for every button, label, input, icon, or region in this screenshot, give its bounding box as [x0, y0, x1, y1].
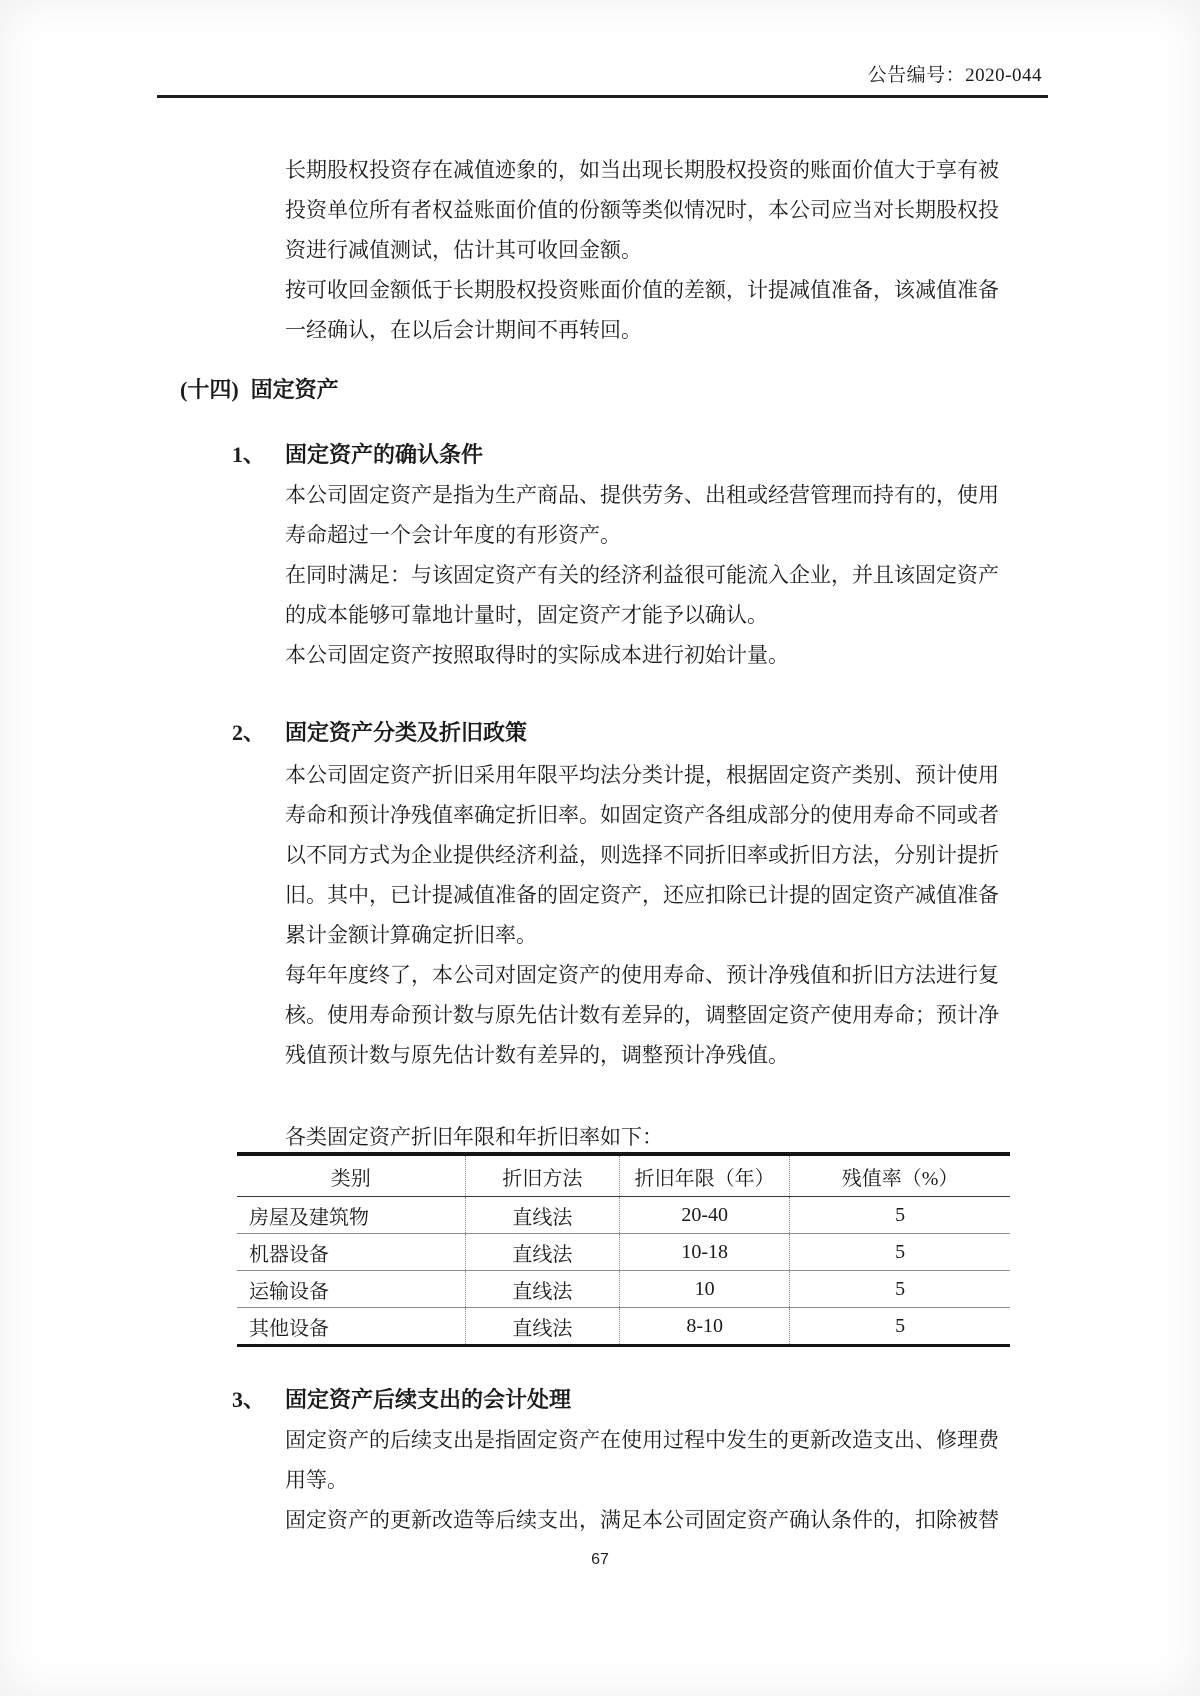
doc-number: 公告编号：2020-044 [867, 65, 1042, 86]
paragraph-line: 旧。其中，已计提减值准备的固定资产，还应扣除已计提的固定资产减值准备 [285, 883, 999, 907]
cell-residual-rate: 5 [790, 1197, 1010, 1234]
table-row [237, 1271, 1010, 1308]
paragraph-line: 本公司固定资产是指为生产商品、提供劳务、出租或经营管理而持有的，使用 [285, 483, 999, 507]
cell-useful-life: 10-18 [620, 1234, 790, 1271]
table-row [237, 1308, 1010, 1346]
subsection-1-heading [232, 435, 483, 475]
paragraph-line: 在同时满足：与该固定资产有关的经济利益很可能流入企业，并且该固定资产 [285, 563, 999, 587]
subsection-3-number: 3、 [232, 1387, 266, 1412]
paragraph-line: 投资单位所有者权益账面价值的份额等类似情况时，本公司应当对长期股权投 [285, 198, 999, 222]
paragraph-line: 资进行减值测试，估计其可收回金额。 [285, 238, 642, 262]
table-header-method: 折旧方法 [465, 1154, 620, 1197]
cell-useful-life: 20-40 [620, 1197, 790, 1234]
paragraph-line: 按可收回金额低于长期股权投资账面价值的差额，计提减值准备，该减值准备 [285, 278, 999, 302]
table-intro: 各类固定资产折旧年限和年折旧率如下： [285, 1125, 663, 1149]
depreciation-table [237, 1152, 1010, 1347]
cell-useful-life: 10 [620, 1271, 790, 1308]
cell-residual-rate: 5 [790, 1271, 1010, 1308]
paragraph-line: 寿命超过一个会计年度的有形资产。 [285, 523, 621, 547]
cell-useful-life: 8-10 [620, 1308, 790, 1346]
paragraph-line: 本公司固定资产折旧采用年限平均法分类计提，根据固定资产类别、预计使用 [285, 763, 999, 787]
paragraph-line: 累计金额计算确定折旧率。 [285, 923, 537, 947]
paragraph-line: 本公司固定资产按照取得时的实际成本进行初始计量。 [285, 643, 789, 667]
intro-paragraphs [285, 150, 997, 350]
cell-category: 房屋及建筑物 [237, 1197, 465, 1234]
cell-residual-rate: 5 [790, 1308, 1010, 1346]
paragraph-line: 的成本能够可靠地计量时，固定资产才能予以确认。 [285, 603, 768, 627]
cell-category: 其他设备 [249, 1317, 329, 1340]
table-row [237, 1197, 1010, 1234]
page-number: 67 [591, 1551, 609, 1568]
paragraph-line: 残值预计数与原先估计数有差异的，调整预计净残值。 [285, 1043, 789, 1067]
cell-category: 机器设备 [237, 1234, 465, 1271]
subsection-3-title: 固定资产后续支出的会计处理 [285, 1387, 572, 1412]
subsection-3-body [285, 1420, 997, 1540]
table-header-category: 类别 [237, 1154, 465, 1197]
table-header-residual-rate: 残值率（%） [790, 1154, 1010, 1197]
subsection-1-title: 固定资产的确认条件 [285, 442, 484, 467]
paragraph-line: 长期股权投资存在减值迹象的，如当出现长期股权投资的账面价值大于享有被 [285, 158, 999, 182]
subsection-2-title: 固定资产分类及折旧政策 [285, 720, 528, 745]
table-header-row [237, 1154, 1010, 1197]
subsection-1-number: 1、 [232, 442, 266, 467]
cell-method: 直线法 [465, 1197, 620, 1234]
paragraph-line: 核。使用寿命预计数与原先估计数有差异的，调整固定资产使用寿命；预计净 [285, 1003, 999, 1027]
cell-residual-rate: 5 [790, 1234, 1010, 1271]
cell-method: 直线法 [465, 1271, 620, 1308]
paragraph-line: 寿命和预计净残值率确定折旧率。如固定资产各组成部分的使用寿命不同或者 [285, 803, 999, 827]
cell-method: 直线法 [465, 1308, 620, 1346]
subsection-3-heading [232, 1380, 571, 1420]
section-number: (十四) [180, 377, 239, 402]
paragraph-line: 固定资产的更新改造等后续支出，满足本公司固定资产确认条件的，扣除被替 [285, 1508, 999, 1532]
section-heading [180, 370, 339, 410]
subsection-2-number: 2、 [232, 720, 266, 745]
subsection-1-body [285, 475, 997, 675]
paragraph-line: 固定资产的后续支出是指固定资产在使用过程中发生的更新改造支出、修理费 [285, 1428, 999, 1452]
header-divider [157, 95, 1048, 98]
table-row [237, 1234, 1010, 1271]
paragraph-line: 每年年度终了，本公司对固定资产的使用寿命、预计净残值和折旧方法进行复 [285, 963, 999, 987]
paragraph-line: 以不同方式为企业提供经济利益，则选择不同折旧率或折旧方法，分别计提折 [285, 843, 999, 867]
paragraph-line: 一经确认，在以后会计期间不再转回。 [285, 318, 642, 342]
subsection-2-body [285, 755, 997, 1075]
table-header-useful-life: 折旧年限（年） [620, 1154, 790, 1197]
cell-category: 运输设备 [237, 1271, 465, 1308]
section-title: 固定资产 [250, 377, 339, 402]
cell-method: 直线法 [465, 1234, 620, 1271]
subsection-2-heading [232, 713, 527, 753]
paragraph-line: 用等。 [285, 1468, 348, 1492]
